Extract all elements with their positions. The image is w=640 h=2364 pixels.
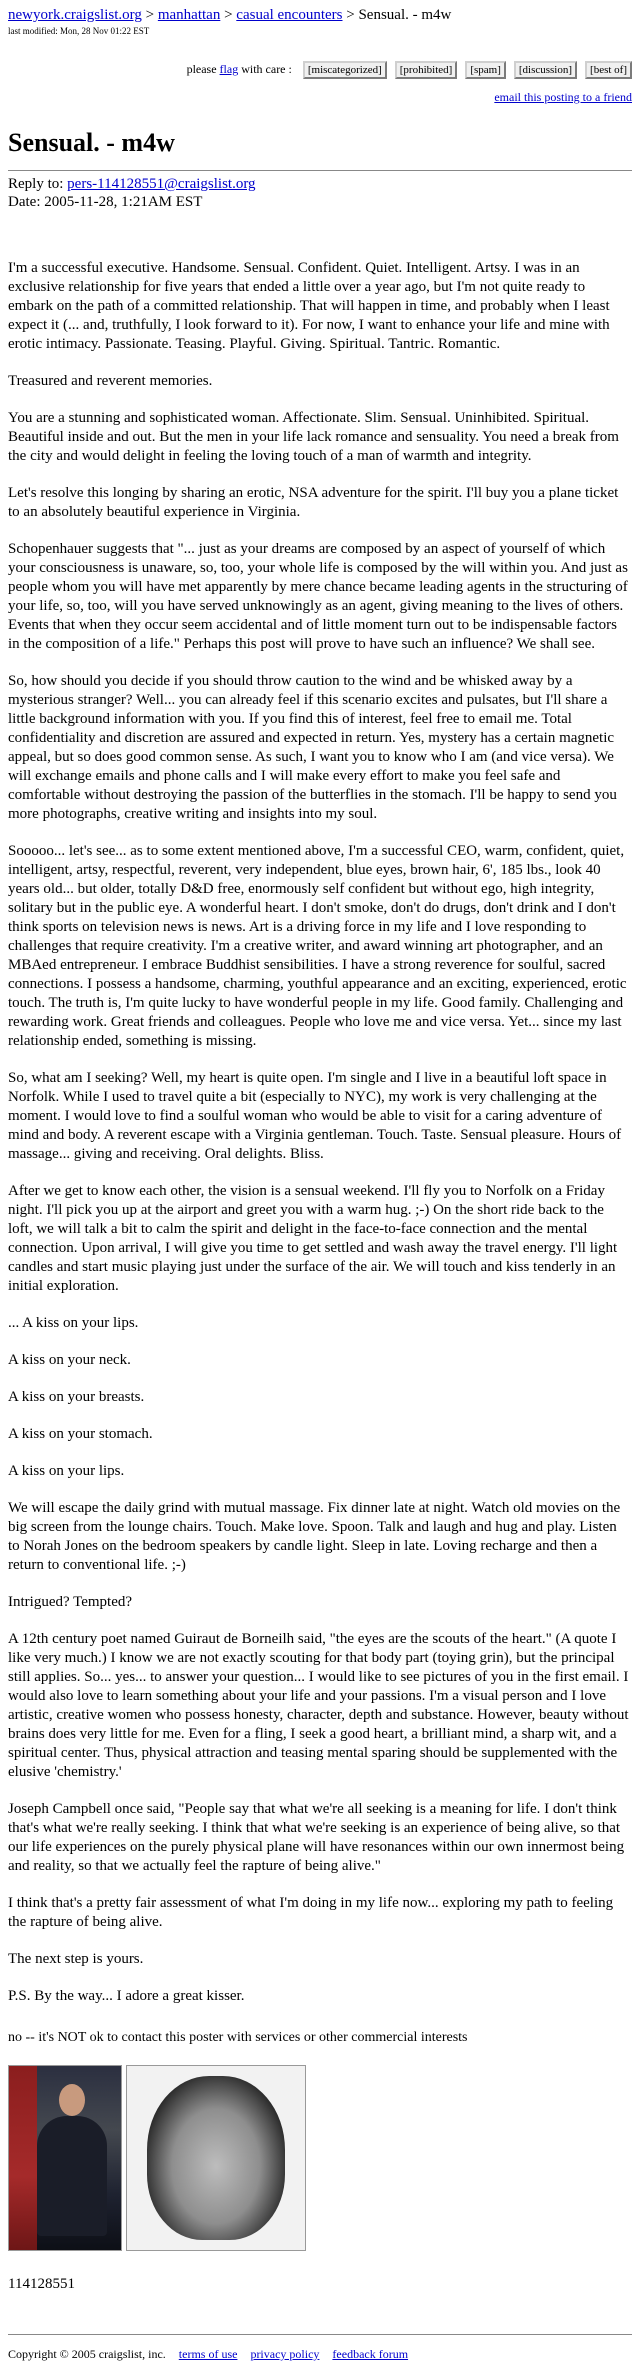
reply-row bbox=[8, 175, 632, 193]
body-paragraph: I'm a successful executive. Handsome. Sensual. Confident. Quiet. Intelligent. Artsy. I was in an exclusive relationship for five years that ended a little over a year ago, but I'm not quite ready to embark on the path of a committed relationship. That will happen in time, and probably when I least expect it (... and, truthfully, I look forward to it). For now, I want to enhance your life and mine with erotic intimacy. Passionate. Teasing. Playful. Giving. Spiritual. Tantric. Romantic. bbox=[8, 260, 610, 352]
commercial-notice: no -- it's NOT ok to contact this poster with services or other commercial interests bbox=[8, 2030, 468, 2045]
breadcrumb bbox=[8, 6, 632, 24]
body-paragraph: Let's resolve this longing by sharing an erotic, NSA adventure for the spirit. I'll buy you a plane ticket to an absolutely beautiful experience in Virginia. bbox=[8, 485, 619, 520]
footer-divider bbox=[8, 2334, 632, 2335]
photo-figure bbox=[37, 2116, 107, 2236]
body-paragraph: Intrigued? Tempted? bbox=[8, 1594, 133, 1610]
body-paragraph: A kiss on your neck. bbox=[8, 1352, 131, 1368]
breadcrumb-site-link[interactable]: newyork.craigslist.org bbox=[8, 7, 142, 23]
reply-email-link[interactable]: pers-114128551@craigslist.org bbox=[67, 176, 256, 192]
flag-link[interactable]: flag bbox=[219, 62, 239, 76]
breadcrumb-separator: > bbox=[141, 7, 158, 23]
terms-of-use-link[interactable]: terms of use bbox=[178, 2347, 238, 2361]
photo-figure-head bbox=[59, 2084, 85, 2116]
flag-miscategorized-button[interactable]: [miscategorized] bbox=[303, 61, 387, 79]
body-paragraph: Schopenhauer suggests that "... just as your dreams are composed by an aspect of yourself of which your consciousness is unaware, so, too, your whole life is composed by the will within you. And just as people whom you will have met apparently by mere chance became leading agents in the structuring of your life, so, too, will you have served unknowingly as an agent, giving meaning to the lives of others. Events that when they occur seem accidental and of little moment turn out to be indispensable factors in the composition of a life." Perhaps this post will prove to have such an influence? We shall see. bbox=[8, 541, 628, 652]
posting-title: Sensual. - m4w bbox=[8, 128, 175, 157]
body-paragraph: So, how should you decide if you should throw caution to the wind and be whisked away by a mysterious stranger? Well... you can already feel if this scenario excites and pulsates, but I'll share a little background information with you. If you find this of interest, feel free to email me. Total confidentiality and discretion are assured and expected in return. Yes, mystery has a certain magnetic appeal, but so does good common sense. As such, I want you to know who I am (and vice versa). We will exchange emails and phone calls and I will make every effort to make you feel safe and comfortable without destroying the passion of the butterflies in the stomach. I'll be happy to send you more photographs, creative writing and insights into my soul. bbox=[8, 673, 617, 822]
feedback-forum-link[interactable]: feedback forum bbox=[332, 2347, 409, 2361]
flag-prohibited-button[interactable]: [prohibited] bbox=[395, 61, 458, 79]
body-paragraph: After we get to know each other, the vision is a sensual weekend. I'll fly you to Norfolk on a Friday night. I'll pick you up at the airport and greet you with a warm hug. ;-) On the short ride back to the loft, we will talk a bit to calm the spirit and delight in the face-to-face connection and the mental connection. Upon arrival, I will give you time to get settled and wash away the travel energy. I'll light candles and start music playing just under the surface of the air. We will touch and kiss tenderly in an initial exploration. bbox=[8, 1183, 618, 1294]
posting-photo[interactable] bbox=[8, 2065, 122, 2251]
body-paragraph: I think that's a pretty fair assessment of what I'm doing in my life now... exploring my path to feeling the rapture of being alive. bbox=[8, 1895, 614, 1930]
breadcrumb-current: Sensual. - m4w bbox=[358, 7, 452, 23]
breadcrumb-separator: > bbox=[220, 7, 237, 23]
title-divider bbox=[8, 170, 632, 171]
body-paragraph: A kiss on your breasts. bbox=[8, 1389, 145, 1405]
reply-label: Reply to: bbox=[8, 176, 64, 192]
breadcrumb-separator: > bbox=[342, 7, 359, 23]
body-paragraph: ... A kiss on your lips. bbox=[8, 1315, 139, 1331]
body-paragraph: You are a stunning and sophisticated woman. Affectionate. Slim. Sensual. Uninhibited. Spiritual. Beautiful inside and out. But the men in your life lack romance and sensuality. You need a break from the city and would delight in feeling the loving touch of a man of warmth and integrity. bbox=[8, 410, 619, 464]
footer bbox=[8, 2320, 632, 2364]
body-paragraph: Treasured and reverent memories. bbox=[8, 373, 213, 389]
email-to-friend-link[interactable]: email this posting to a friend bbox=[494, 90, 632, 104]
photo-gallery bbox=[8, 2065, 632, 2251]
body-paragraph: A kiss on your lips. bbox=[8, 1463, 125, 1479]
body-paragraph: So, what am I seeking? Well, my heart is quite open. I'm single and I live in a beautiful loft space in Norfolk. While I used to travel quite a bit (especially to NYC), my work is very challenging at the moment. I would love to find a soulful woman who would be able to visit for a caring adventure of mind and body. A reverent escape with a Virginia gentleman. Touch. Taste. Sensual pleasure. Hours of massage... giving and receiving. Oral delights. Bliss. bbox=[8, 1070, 622, 1162]
flag-spam-button[interactable]: [spam] bbox=[465, 61, 506, 79]
flag-discussion-button[interactable]: [discussion] bbox=[514, 61, 577, 79]
photo-portrait bbox=[147, 2076, 285, 2240]
flag-prefix: please bbox=[186, 62, 217, 76]
post-id: 114128551 bbox=[8, 2276, 75, 2292]
flag-suffix: with care : bbox=[241, 62, 292, 76]
flag-best-of-button[interactable]: [best of] bbox=[585, 61, 632, 79]
last-modified: last modified: Mon, 28 Nov 01:22 EST bbox=[8, 26, 150, 36]
body-paragraph: P.S. By the way... I adore a great kisser. bbox=[8, 1988, 245, 2004]
posting-meta bbox=[8, 175, 632, 211]
breadcrumb-category-link[interactable]: casual encounters bbox=[236, 7, 343, 23]
body-paragraph: We will escape the daily grind with mutual massage. Fix dinner late at night. Watch old movies on the big screen from the lounge chairs. Touch. Make love. Spoon. Talk and laugh and hug and play. Listen to Norah Jones on the bedroom speakers by candle light. Sleep in late. Loving recharge and then a return to conventional life. ;-) bbox=[8, 1500, 621, 1573]
flag-bar bbox=[8, 59, 632, 79]
copyright: Copyright © 2005 craigslist, inc. bbox=[8, 2347, 166, 2361]
body-paragraph: A 12th century poet named Guiraut de Borneilh said, "the eyes are the scouts of the heart." (A quote I like very much.) I know we are not exactly scouting for that body part (toying grin), but the principal still applies. So... yes... to answer your question... I would like to see pictures of you in the first email. I would also love to learn something about your life and your passions. I'm a visual person and I love artistic, creative women who possess honesty, character, depth and substance. However, beauty without brains does very little for me. Even for a fling, I seek a good heart, a brilliant mind, a sharp wit, and a spiritual center. Thus, physical attraction and teasing mental sparing should be supplemented with the elusive 'chemistry.' bbox=[8, 1631, 629, 1780]
posting-body bbox=[8, 259, 632, 2006]
posting-date: Date: 2005-11-28, 1:21AM EST bbox=[8, 194, 203, 210]
posting-photo[interactable] bbox=[126, 2065, 306, 2251]
body-paragraph: Sooooo... let's see... as to some extent mentioned above, I'm a successful CEO, warm, confident, quiet, intelligent, artsy, respectful, reverent, very independent, blue eyes, brown hair, 6', 185 lbs., look 40 years old... but older, totally D&D free, enormously self confident but without ego, high integrity, solitary but in the public eye. A wonderful heart. I don't smoke, don't do drugs, don't drink and I don't think sports on television news is news. Art is a driving force in my life and I love responding to challenges that require creativity. I'm a creative writer, and award winning art photographer, and an MBAed entrepreneur. I embrace Buddhist sensibilities. I have a strong reverence for soulful, sacred connections. I possess a handsome, charming, youthful appearance and an exciting, experienced, erotic touch. The truth is, I'm quite lucky to have wonderful people in my life. Good family. Challenging and rewarding work. Great friends and colleagues. People who love me and vice versa. Yet... since my last relationship ended, something is missing. bbox=[8, 843, 627, 1049]
body-paragraph: The next step is yours. bbox=[8, 1951, 144, 1967]
email-friend-row bbox=[8, 88, 632, 107]
privacy-policy-link[interactable]: privacy policy bbox=[250, 2347, 320, 2361]
photo-background bbox=[9, 2066, 37, 2250]
body-paragraph: Joseph Campbell once said, "People say that what we're all seeking is a meaning for life. I don't think that's what we're really seeking. I think that what we're seeking is an experience of being alive, so that our life experiences on the purely physical plane will have resonances within our own innermost being and reality, so that we actually feel the rapture of being alive." bbox=[8, 1801, 625, 1874]
body-paragraph: A kiss on your stomach. bbox=[8, 1426, 153, 1442]
breadcrumb-area-link[interactable]: manhattan bbox=[157, 7, 221, 23]
